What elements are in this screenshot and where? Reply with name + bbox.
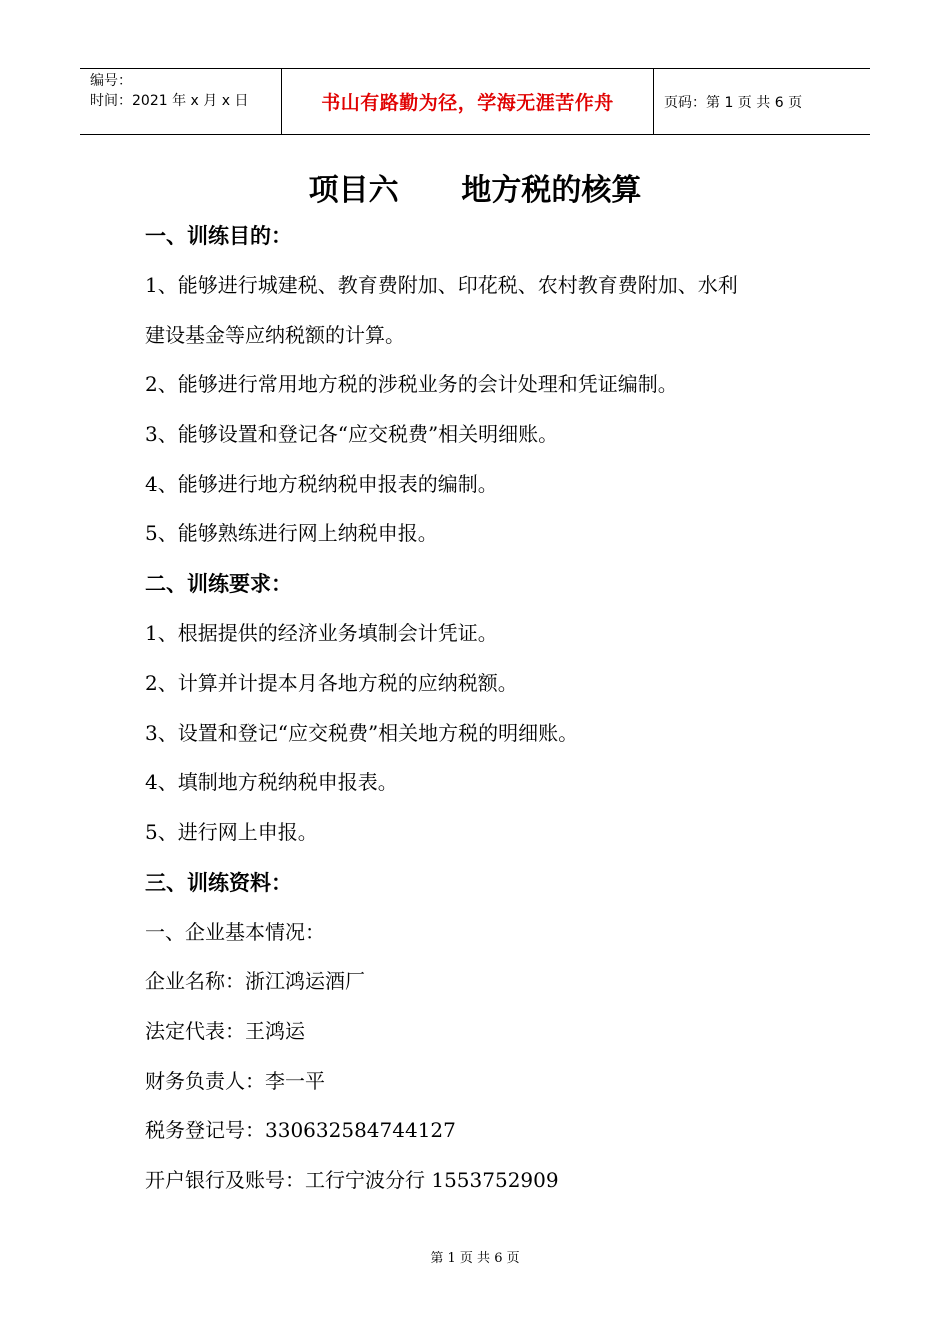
section-heading-objectives: 一、训练目的： (145, 224, 292, 248)
paragraph: 5、进行网上申报。 (145, 819, 318, 844)
header-table (80, 68, 870, 135)
section-heading-materials: 三、训练资料： (145, 870, 292, 895)
header-slogan-cell (282, 69, 654, 134)
paragraph: 2、计算并计提本月各地方税的应纳税额。 (145, 670, 518, 695)
header-meta (80, 69, 282, 134)
paragraph: 税务登记号：330632584744127 (145, 1118, 456, 1143)
section-heading-requirements: 二、训练要求： (145, 572, 292, 597)
page-footer: 第 1 页 共 6 页 (430, 1251, 520, 1266)
document-body (145, 218, 825, 1213)
paragraph: 4、能够进行地方税纳税申报表的编制。 (145, 471, 498, 496)
paragraph: 4、填制地方税纳税申报表。 (145, 770, 398, 795)
paragraph: 企业名称：浙江鸿运酒厂 (145, 969, 365, 994)
paragraph: 3、设置和登记“应交税费”相关地方税的明细账。 (145, 720, 579, 745)
number-label: 编号： (90, 73, 132, 89)
paragraph: 一、企业基本情况： (145, 919, 325, 944)
paragraph: 开户银行及账号：工行宁波分行 1553752909 (145, 1168, 559, 1192)
header-slogan: 书山有路勤为径，学海无涯苦作舟 (321, 92, 614, 114)
paragraph: 建设基金等应纳税额的计算。 (145, 322, 405, 347)
paragraph: 2、能够进行常用地方税的涉税业务的会计处理和凭证编制。 (145, 372, 678, 397)
header-page-info: 页码：第 1 页 共 6 页 (664, 94, 803, 111)
paragraph: 财务负责人：李一平 (145, 1068, 325, 1093)
time-label: 时间：2021 年 x 月 x 日 (90, 93, 249, 109)
paragraph: 1、根据提供的经济业务填制会计凭证。 (145, 621, 498, 646)
paragraph: 1、能够进行城建税、教育费附加、印花税、农村教育费附加、水利 (145, 273, 738, 297)
page-title: 项目六 地方税的核算 (308, 173, 642, 208)
paragraph: 3、能够设置和登记各“应交税费”相关明细账。 (145, 422, 559, 447)
paragraph: 5、能够熟练进行网上纳税申报。 (145, 521, 438, 546)
paragraph: 法定代表：王鸿运 (145, 1018, 305, 1043)
